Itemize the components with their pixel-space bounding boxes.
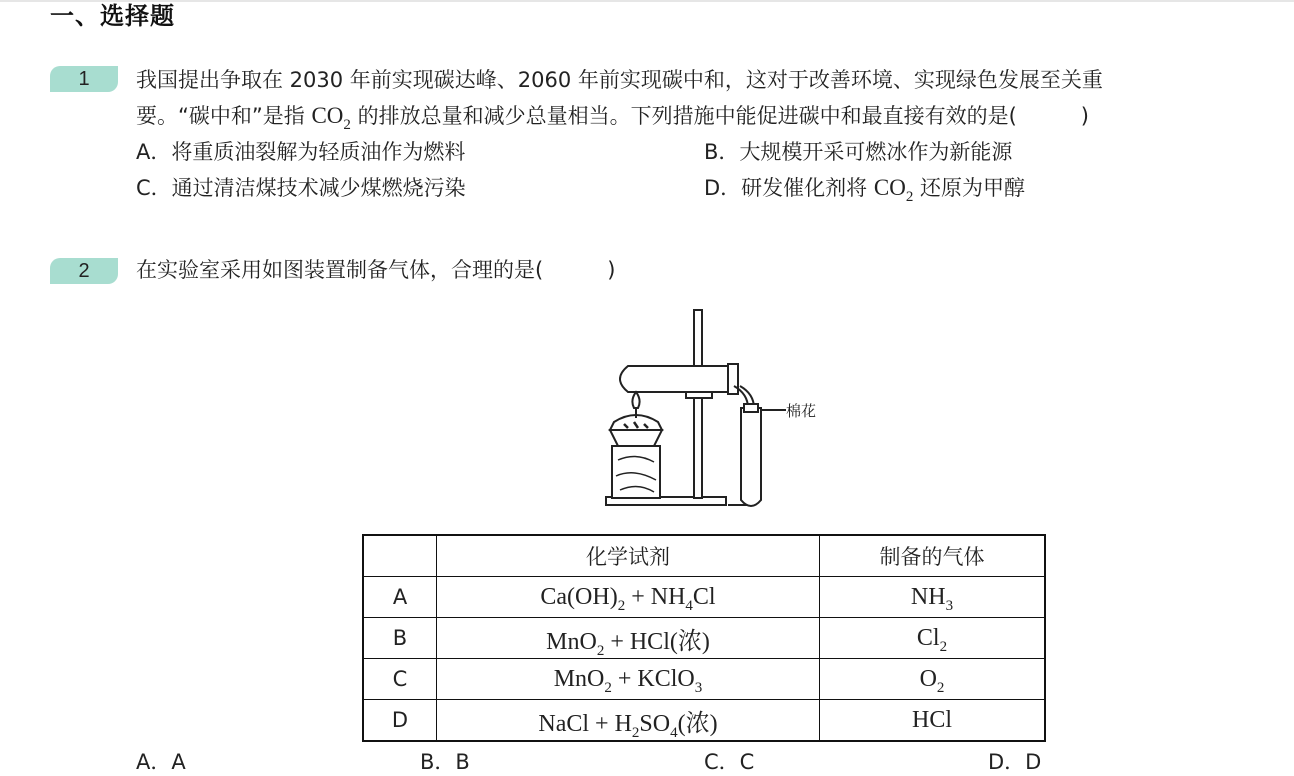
- q2-choice-d[interactable]: D．D: [988, 750, 1042, 774]
- chem-subscript: 2: [905, 189, 914, 205]
- q2-choice-c[interactable]: C．C: [704, 750, 755, 774]
- q2-choice-b[interactable]: B．B: [420, 750, 470, 774]
- chem-subscript: 2: [604, 679, 612, 696]
- table-header-row: [363, 535, 1045, 577]
- lab-apparatus-figure: [598, 300, 838, 512]
- chem-formula: [873, 175, 914, 205]
- chem-subscript: 3: [945, 597, 954, 614]
- chem-subscript: 2: [617, 597, 626, 614]
- q1-text-line2-a: 要。“碳中和”是指: [136, 104, 312, 128]
- chem-formula: [910, 583, 954, 614]
- row-label: D: [363, 700, 437, 742]
- chem-subscript: 3: [694, 679, 703, 696]
- chem-base: (浓): [677, 710, 718, 737]
- chem-formula: [311, 103, 351, 133]
- reagent-table: [362, 534, 1046, 742]
- top-divider: [0, 0, 1294, 2]
- q1-text-line1: 我国提出争取在 2030 年前实现碳达峰、2060 年前实现碳中和，这对于改善环境、实现绿色发展至关重: [136, 68, 1103, 92]
- chem-subscript: 2: [343, 117, 351, 133]
- gas-cell: [820, 618, 1046, 659]
- figure-label-cotton: 棉花: [786, 402, 817, 420]
- chem-subscript: 4: [685, 597, 693, 614]
- chem-base: Cl: [916, 624, 940, 651]
- gas-cell: [820, 659, 1046, 700]
- table-row: [363, 618, 1045, 659]
- chem-base: NaCl + H: [538, 710, 632, 737]
- q2-choice-a[interactable]: A．A: [136, 750, 186, 774]
- chem-formula: [540, 583, 716, 614]
- question-number-badge: 1: [50, 66, 118, 92]
- chem-subscript: 2: [936, 679, 945, 696]
- table-row: [363, 659, 1045, 700]
- chem-subscript: 2: [596, 642, 605, 659]
- question-number-badge: 2: [50, 258, 118, 284]
- q1-option-a[interactable]: A．将重质油裂解为轻质油作为燃料: [136, 140, 466, 164]
- reagent-cell: [437, 659, 820, 700]
- chem-base: Ca(OH): [540, 583, 618, 610]
- chem-base: + HCl(浓): [604, 628, 710, 655]
- reagent-cell: [437, 618, 820, 659]
- chem-base: Cl: [692, 583, 716, 610]
- chem-base: MnO: [546, 628, 597, 655]
- table-header-cell: [363, 535, 437, 577]
- answer-blank-close: ): [607, 258, 616, 282]
- gas-cell: [820, 577, 1046, 618]
- row-label: C: [363, 659, 437, 700]
- q1-option-c[interactable]: C．通过清洁煤技术减少煤燃烧污染: [136, 176, 466, 200]
- reagent-cell: [437, 700, 820, 742]
- chem-base: MnO: [553, 665, 605, 692]
- gas-cell: [820, 700, 1046, 742]
- q1-text-line2-b: 的排放总量和减少总量相当。下列措施中能促进碳中和最直接有效的是(: [350, 104, 1017, 128]
- table-row: [363, 577, 1045, 618]
- table-header-cell: 化学试剂: [437, 535, 820, 577]
- q1-option-d-pre: D．研发催化剂将: [704, 176, 874, 200]
- reagent-cell: [437, 577, 820, 618]
- question-1-line-1: [136, 62, 1103, 98]
- question-1-line-2: [136, 98, 1089, 134]
- row-label: A: [363, 577, 437, 618]
- section-title: 一、选择题: [50, 2, 175, 30]
- q1-option-d[interactable]: [704, 172, 1025, 205]
- table-row: [363, 700, 1045, 742]
- chem-base: O: [919, 665, 937, 692]
- q1-option-d-post: 还原为甲醇: [913, 176, 1025, 200]
- chem-formula: [916, 624, 948, 655]
- q2-stem: 在实验室采用如图装置制备气体，合理的是(: [136, 258, 544, 282]
- chem-formula: [553, 665, 703, 696]
- chem-subscript: 4: [670, 724, 678, 741]
- chem-formula: [919, 665, 945, 696]
- table-header-cell: 制备的气体: [820, 535, 1046, 577]
- chem-formula: [912, 707, 952, 733]
- chem-subscript: 2: [631, 724, 640, 741]
- chem-formula: [546, 628, 710, 659]
- chem-base: SO: [639, 710, 671, 737]
- q1-option-b[interactable]: B．大规模开采可燃冰作为新能源: [704, 140, 1013, 164]
- question-2-text: [136, 252, 615, 288]
- chem-formula: [538, 710, 718, 741]
- chem-base: NH: [910, 583, 946, 610]
- chem-subscript: 2: [939, 638, 948, 655]
- chem-base: CO: [311, 103, 344, 128]
- chem-base: + NH: [625, 583, 686, 610]
- row-label: B: [363, 618, 437, 659]
- chem-base: CO: [873, 175, 906, 200]
- chem-base: HCl: [911, 706, 952, 733]
- answer-blank-close: ): [1080, 104, 1089, 128]
- chem-base: + KClO: [611, 665, 695, 692]
